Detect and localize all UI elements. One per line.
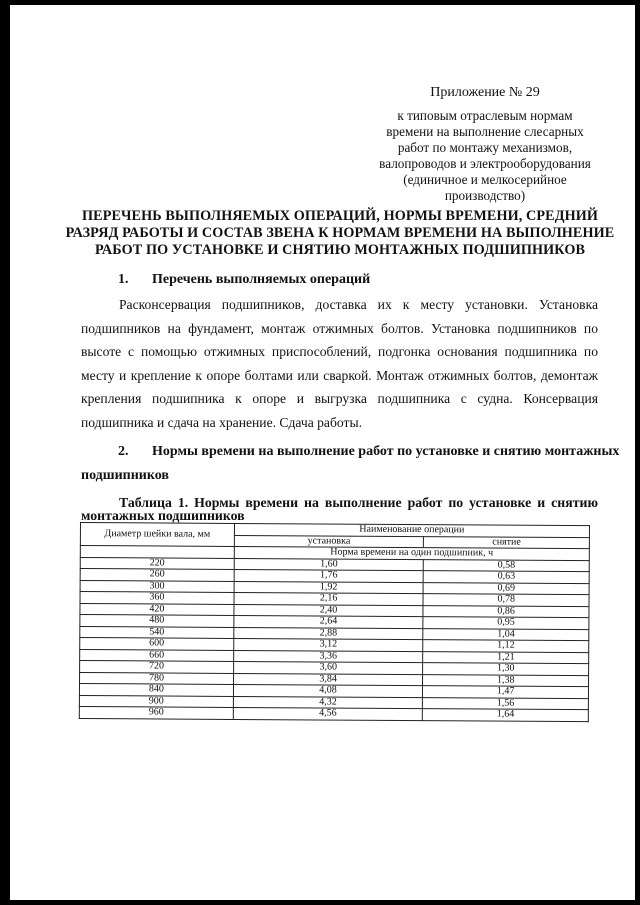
appendix-description bbox=[360, 108, 610, 204]
cell-diameter: 900 bbox=[79, 695, 233, 707]
cell-install: 4,08 bbox=[233, 684, 423, 697]
cell-diameter: 840 bbox=[79, 684, 233, 696]
appendix-line: работ по монтажу механизмов, bbox=[397, 140, 573, 155]
cell-remove: 0,58 bbox=[424, 559, 590, 572]
section1-number: 1. bbox=[118, 272, 129, 287]
cell-diameter: 480 bbox=[80, 615, 234, 627]
cell-remove: 1,30 bbox=[423, 663, 589, 676]
appendix-number: Приложение № 29 bbox=[430, 85, 540, 100]
cell-install: 4,56 bbox=[233, 707, 423, 720]
appendix-line: валопроводов и электрооборудования bbox=[379, 156, 591, 171]
cell-remove: 0,95 bbox=[423, 617, 589, 630]
cell-install: 2,40 bbox=[234, 604, 424, 617]
header-operation: Наименование операции bbox=[234, 523, 589, 537]
section2-heading-cont: подшипников bbox=[81, 468, 169, 483]
header-diameter: Диаметр шейки вала, мм bbox=[80, 523, 234, 547]
appendix-line: производство) bbox=[444, 188, 526, 203]
cell-diameter: 780 bbox=[80, 672, 234, 684]
section1-text: Расконсервация подшипников, доставка их к месту установки. Установка подшипников на фундамент, монтаж отжимных болтов. Установка подшипников по высоте с помощью отжимных приспособлений, подгонка основания подшипника по месту и крепление к опоре болтами или сваркой. Монтаж отжимных болтов, демонтаж крепления подшипника к опоре и выгрузка подшипника с судна. Консервация подшипника и сдача на хранение. Сдача работы. bbox=[81, 297, 598, 430]
cell-install: 3,36 bbox=[233, 650, 423, 663]
cell-install: 4,32 bbox=[233, 696, 423, 709]
section1-heading: Перечень выполняемых операций bbox=[152, 272, 371, 287]
section2-number: 2. bbox=[118, 444, 129, 459]
cell-install: 1,76 bbox=[234, 569, 424, 582]
norms-table bbox=[79, 522, 590, 722]
header-norm: Норма времени на один подшипник, ч bbox=[234, 546, 589, 560]
cell-diameter: 220 bbox=[80, 557, 234, 569]
cell-install: 2,64 bbox=[234, 615, 424, 628]
document-title bbox=[60, 208, 620, 259]
header-empty bbox=[80, 546, 234, 558]
cell-remove: 1,04 bbox=[423, 628, 589, 641]
cell-remove: 1,56 bbox=[423, 697, 589, 710]
cell-diameter: 260 bbox=[80, 569, 234, 581]
cell-diameter: 540 bbox=[80, 626, 234, 638]
cell-diameter: 300 bbox=[80, 580, 234, 592]
header-remove: снятие bbox=[424, 536, 590, 549]
cell-remove: 1,12 bbox=[423, 640, 589, 653]
cell-remove: 1,38 bbox=[423, 674, 589, 687]
cell-install: 2,16 bbox=[234, 592, 424, 605]
cell-remove: 0,86 bbox=[423, 605, 589, 618]
cell-diameter: 960 bbox=[79, 706, 233, 718]
cell-remove: 0,63 bbox=[423, 571, 589, 584]
section2-heading: Нормы времени на выполнение работ по установке и снятию монтажных bbox=[152, 444, 620, 459]
title-line: РАБОТ ПО УСТАНОВКЕ И СНЯТИЮ МОНТАЖНЫХ ПОДШИПНИКОВ bbox=[94, 242, 586, 258]
header-install: установка bbox=[234, 535, 424, 548]
cell-diameter: 720 bbox=[80, 661, 234, 673]
table-caption: Таблица 1. Нормы времени на выполнение работ по установке и снятию монтажных подшипников bbox=[81, 495, 598, 523]
title-line: ПЕРЕЧЕНЬ ВЫПОЛНЯЕМЫХ ОПЕРАЦИЙ, НОРМЫ ВРЕМЕНИ, СРЕДНИЙ bbox=[82, 208, 598, 224]
cell-remove: 0,78 bbox=[423, 594, 589, 607]
cell-remove: 1,64 bbox=[423, 709, 589, 722]
cell-diameter: 360 bbox=[80, 592, 234, 604]
cell-remove: 1,21 bbox=[423, 651, 589, 664]
cell-diameter: 600 bbox=[80, 638, 234, 650]
cell-diameter: 420 bbox=[80, 603, 234, 615]
cell-remove: 0,69 bbox=[423, 582, 589, 595]
appendix-line: к типовым отраслевым нормам bbox=[397, 108, 573, 123]
cell-install: 3,84 bbox=[233, 673, 423, 686]
title-line: РАЗРЯД РАБОТЫ И СОСТАВ ЗВЕНА К НОРМАМ ВРЕМЕНИ НА ВЫПОЛНЕНИЕ bbox=[65, 225, 615, 241]
cell-install: 1,60 bbox=[234, 558, 424, 571]
cell-install: 3,60 bbox=[233, 661, 423, 674]
cell-install: 1,92 bbox=[234, 581, 424, 594]
appendix-line: времени на выполнение слесарных bbox=[386, 124, 584, 139]
table-row bbox=[79, 706, 588, 721]
cell-remove: 1,47 bbox=[423, 686, 589, 699]
cell-install: 2,88 bbox=[234, 627, 424, 640]
cell-install: 3,12 bbox=[234, 638, 424, 651]
appendix-line: (единичное и мелкосерийное bbox=[403, 172, 567, 187]
cell-diameter: 660 bbox=[80, 649, 234, 661]
